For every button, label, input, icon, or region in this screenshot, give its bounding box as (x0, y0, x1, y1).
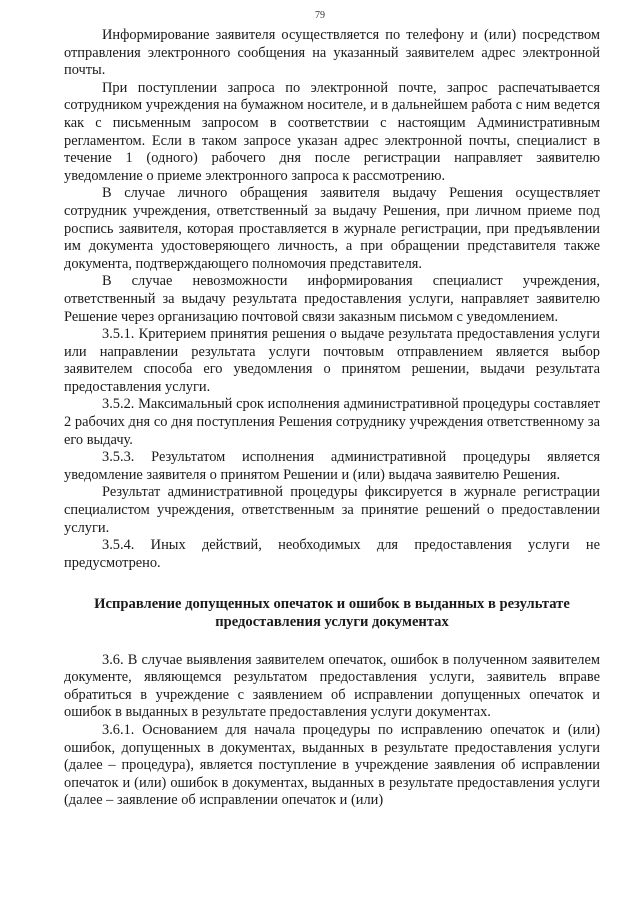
paragraph: Результат административной процедуры фиксируется в журнале регистрации специалистом учреждения, ответственным за принятие решений о предоставлении услуги. (64, 484, 600, 536)
paragraph: В случае личного обращения заявителя выдачу Решения осуществляет сотрудник учреждения, ответственный за выдачу Решения, при личном приеме под роспись заявителя, которая проставляется в журнале регистрации, при предъявлении им документа удостоверяющего личность, а при обращении представителя также документа, подтверждающего полномочия представителя. (64, 185, 600, 272)
paragraph: 3.6.1. Основанием для начала процедуры по исправлению опечаток и (или) ошибок, допущенных в документах, выданных в результате предоставления услуги (далее – процедура), является поступление в учреждение заявления об исправлении опечаток и (или) ошибок в документах, выданных в результате предоставления услуги (далее – заявление об исправлении опечаток и (или) (64, 721, 600, 809)
paragraph: В случае невозможности информирования специалист учреждения, ответственный за выдачу результата предоставления услуги, направляет заявителю Решение через организацию почтовой связи заказным письмом с уведомлением. (64, 273, 600, 325)
page-number: 79 (315, 10, 325, 21)
paragraph: 3.5.4. Иных действий, необходимых для предоставления услуги не предусмотрено. (64, 537, 600, 571)
paragraph: При поступлении запроса по электронной почте, запрос распечатывается сотрудником учреждения на бумажном носителе, и в дальнейшем работа с ним ведется как с письменным запросом в соответствии с настоящим Административным регламентом. Если в таком запросе указан адрес электронной почты, специалист в течение 1 (одного) рабочего дня после регистрации направляет заявителю уведомление о приеме электронного запроса к рассмотрению. (64, 79, 600, 184)
section-heading: Исправление допущенных опечаток и ошибок в выданных в результате предоставления услуги документах (94, 596, 570, 630)
paragraph: 3.5.1. Критерием принятия решения о выдаче результата предоставления услуги или направлении результата услуги почтовым отправлением является выбор заявителем способа его уведомления о принятом решении, выдачи результата предоставления услуги. (64, 326, 600, 395)
document-body (64, 27, 600, 810)
paragraph: 3.6. В случае выявления заявителем опечаток, ошибок в полученном заявителем документе, являющемся результатом предоставления услуги, заявитель вправе обратиться в учреждение с заявлением об исправлении допущенных опечаток и ошибок в выданных в результате предоставления услуги документах. (64, 651, 600, 721)
paragraph: 3.5.3. Результатом исполнения административной процедуры является уведомление заявителя о принятом Решении и (или) выдача заявителю Решения. (64, 449, 600, 483)
paragraph: Информирование заявителя осуществляется по телефону и (или) посредством отправления электронного сообщения на указанный заявителем адрес электронной почты. (64, 27, 600, 79)
paragraph: 3.5.2. Максимальный срок исполнения административной процедуры составляет 2 рабочих дня со дня поступления Решения сотруднику учреждения ответственному за его выдачу. (64, 396, 600, 448)
